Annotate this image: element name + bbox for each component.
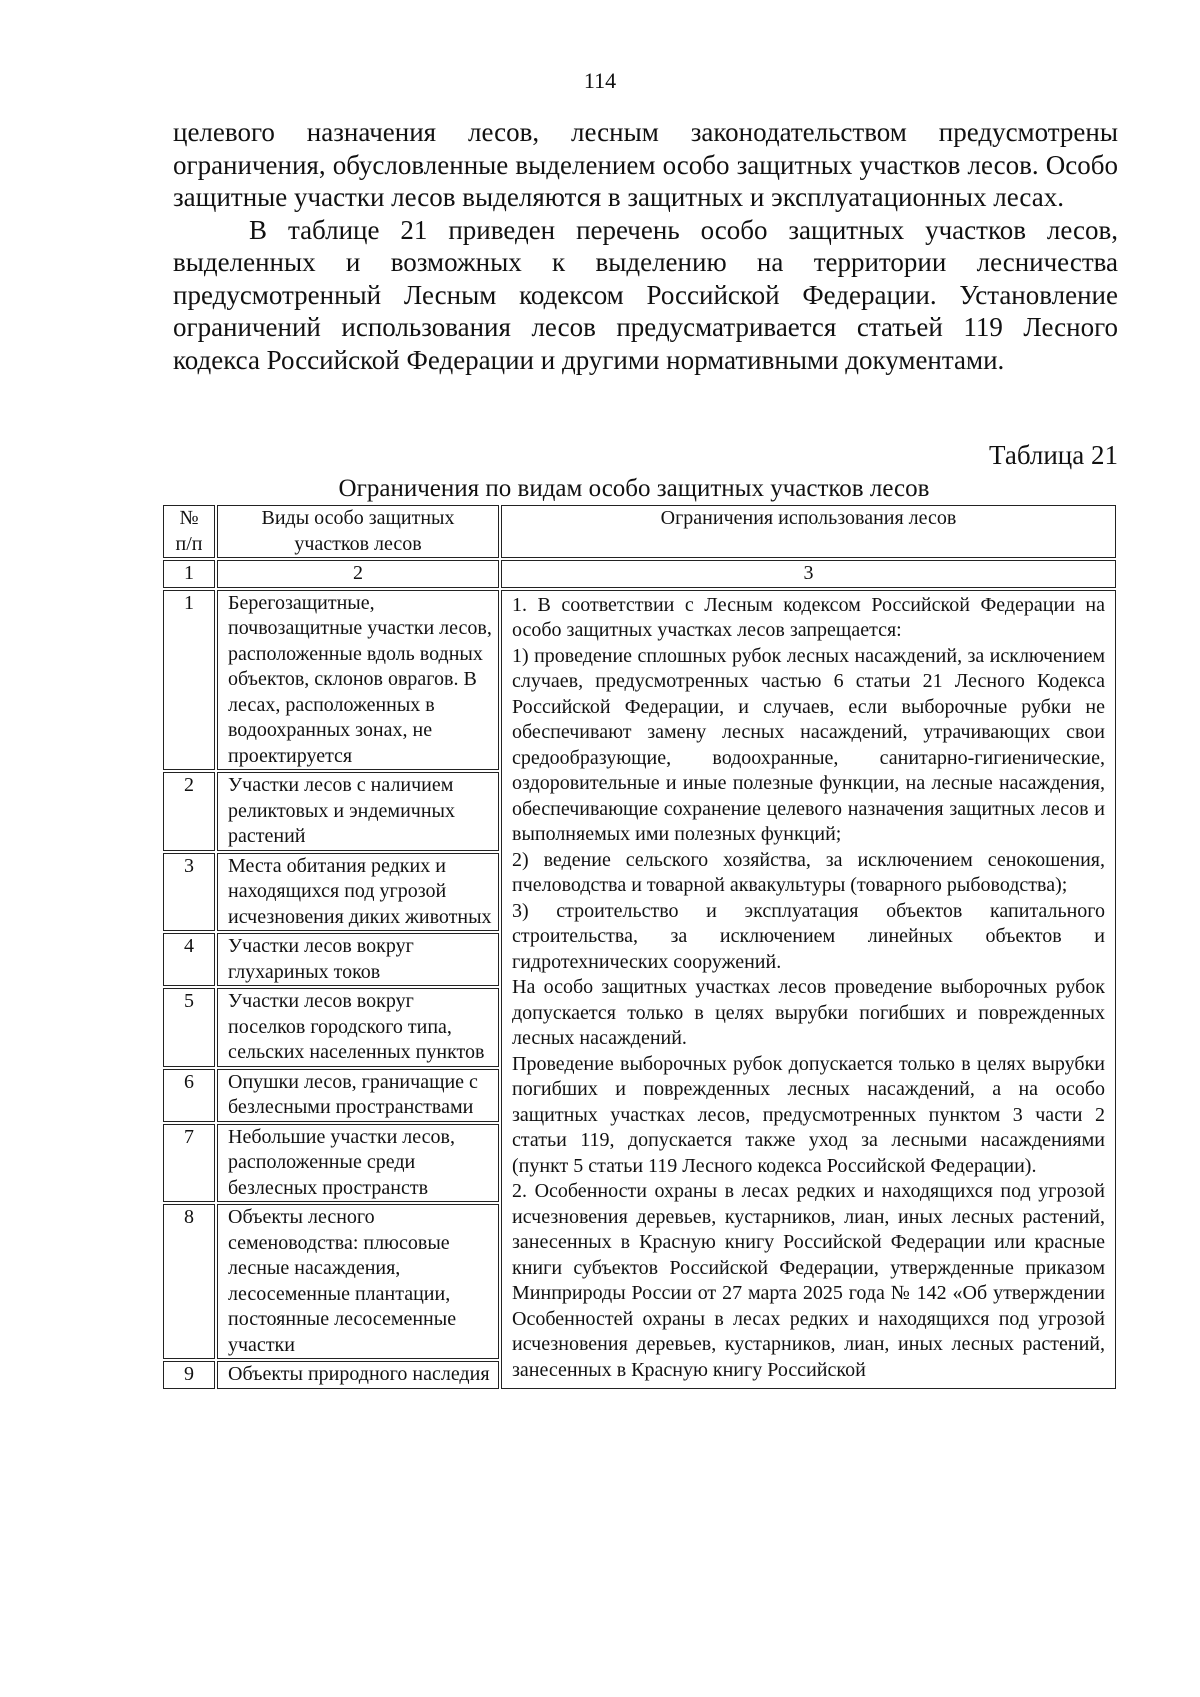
protected-area-kind: Участки лесов с наличием реликтовых и эндемичных растений — [217, 772, 499, 851]
restriction-paragraph: 1) проведение сплошных рубок лесных насаждений, за исключением случаев, предусмотренных частью 6 статьи 21 Лесного Кодекса Российской Федерации, и случаев, если выборочные рубки не обеспечивают замену лесных насаждений, утрачивающих свои средообразующие, водоохранные, санитарно-гигиенические, оздоровительные и иные полезные функции, на лесные насаждения, обеспечивающие сохранение целевого назначения защитных лесов и выполняемых ими полезных функций; — [512, 644, 1105, 845]
protected-area-kind: Участки лесов вокруг глухариных токов — [217, 933, 499, 986]
protected-area-kind: Берегозащитные, почвозащитные участки лесов, расположенные вдоль водных объектов, склонов оврагов. В лесах, расположенных в водоохранных зонах, не проектируется — [217, 590, 499, 771]
protected-area-kind: Объекты природного наследия — [217, 1361, 499, 1389]
protected-area-kind: Объекты лесного семеноводства: плюсовые лесные насаждения, лесосеменные плантации, постоянные лесосеменные участки — [217, 1204, 499, 1359]
header-kind: Виды особо защитных участков лесов — [217, 505, 499, 558]
row-number: 4 — [163, 933, 215, 986]
paragraph: целевого назначения лесов, лесным законодательством предусмотрены ограничения, обусловленные выделением особо защитных участков лесов. Особо защитные участки лесов выделяются в защитных и эксплуатационных лесах. — [173, 117, 1118, 212]
row-number: 1 — [163, 590, 215, 771]
header-number: № п/п — [163, 505, 215, 558]
table-title: Ограничения по видам особо защитных участков лесов — [338, 475, 930, 502]
restriction-paragraph: 3) строительство и эксплуатация объектов капитального строительства, за исключением линейных объектов и гидротехнических сооружений. — [512, 899, 1105, 973]
restriction-paragraph: 1. В соответствии с Лесным кодексом Российской Федерации на особо защитных участках лесов запрещается: — [512, 593, 1105, 641]
restriction-paragraph: 2. Особенности охраны в лесах редких и находящихся под угрозой исчезновения деревьев, кустарников, лиан, иных лесных растений, занесенных в Красную книгу Российской Федерации или красные книги субъектов Российской Федерации, утвержденные приказом Минприроды России от 27 марта 2025 года № 142 «Об утверждении Особенностей охраны в лесах редких и находящихся под угрозой исчезновения деревьев, кустарников, лиан, иных лесных растений, занесенных в Красную книгу Российской — [512, 1180, 1105, 1381]
page-number: 114 — [583, 68, 617, 93]
restrictions-table — [161, 503, 1118, 1391]
row-number: 7 — [163, 1124, 215, 1203]
row-number: 2 — [163, 772, 215, 851]
table-row — [163, 590, 1116, 771]
table-header-row — [163, 505, 1116, 558]
protected-area-kind: Участки лесов вокруг поселков городского типа, сельских населенных пунктов — [217, 988, 499, 1067]
protected-area-kind: Небольшие участки лесов, расположенные среди безлесных пространств — [217, 1124, 499, 1203]
body-text — [173, 116, 1118, 376]
protected-area-kind: Опушки лесов, граничащие с безлесными пространствами — [217, 1069, 499, 1122]
protected-area-kind: Места обитания редких и находящихся под угрозой исчезновения диких животных — [217, 853, 499, 932]
column-number: 1 — [163, 560, 215, 588]
restrictions-cell — [501, 590, 1116, 1389]
table-label: Таблица 21 — [989, 440, 1118, 470]
restriction-paragraph: 2) ведение сельского хозяйства, за исключением сенокошения, пчеловодства и товарной аквакультуры (товарного рыбоводства); — [512, 848, 1105, 896]
row-number: 8 — [163, 1204, 215, 1359]
paragraph: В таблице 21 приведен перечень особо защитных участков лесов, выделенных и возможных к выделению на территории лесничества предусмотренный Лесным кодексом Российской Федерации. Установление ограничений использования лесов предусматривается статьей 119 Лесного кодекса Российской Федерации и другими нормативными документами. — [173, 214, 1118, 375]
column-number: 2 — [217, 560, 499, 588]
row-number: 6 — [163, 1069, 215, 1122]
column-number: 3 — [501, 560, 1116, 588]
column-number-row — [163, 560, 1116, 588]
row-number: 5 — [163, 988, 215, 1067]
row-number: 3 — [163, 853, 215, 932]
row-number: 9 — [163, 1361, 215, 1389]
header-restrictions: Ограничения использования лесов — [501, 505, 1116, 558]
restriction-paragraph: Проведение выборочных рубок допускается только в целях вырубки погибших и поврежденных лесных насаждений, а на особо защитных участках лесов, предусмотренных пунктом 3 части 2 статьи 119, допускается также уход за лесными насаждениями (пункт 5 статьи 119 Лесного кодекса Российской Федерации). — [512, 1052, 1105, 1177]
restriction-paragraph: На особо защитных участках лесов проведение выборочных рубок допускается только в целях вырубки погибших и поврежденных лесных насаждений. — [512, 976, 1105, 1049]
